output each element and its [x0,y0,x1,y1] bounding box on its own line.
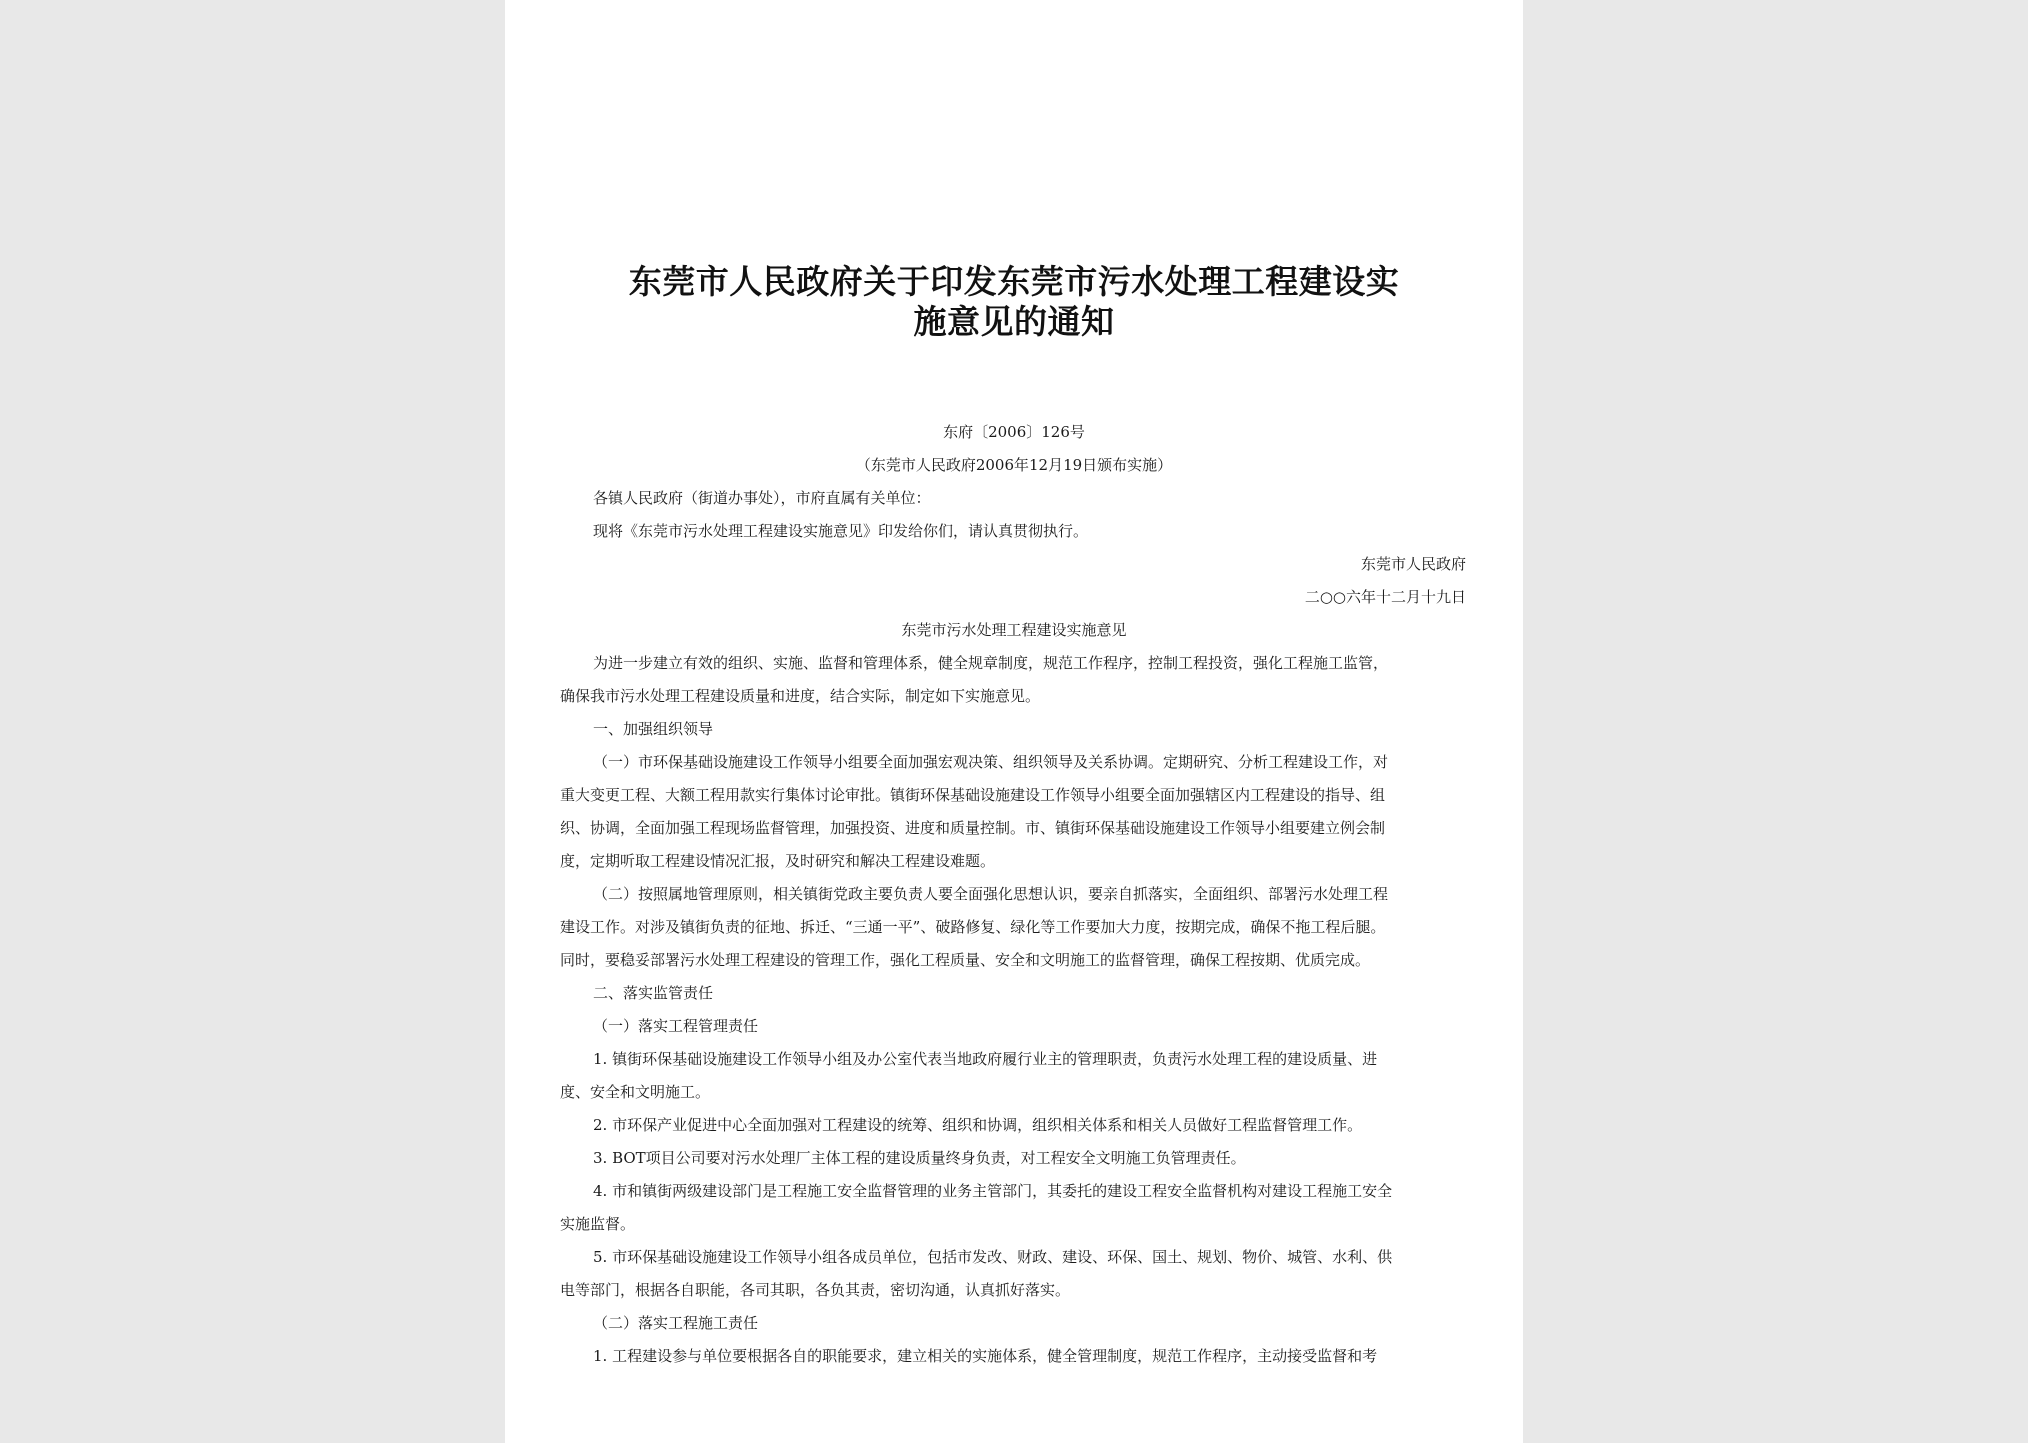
issued-note: （东莞市人民政府2006年12月19日颁布实施） [855,456,1173,474]
body-line: 4. 市和镇街两级建设部门是工程施工安全监督管理的业务主管部门，其委托的建设工程安全监督机构对建设工程施工安全 [593,1182,1393,1200]
body-line: 度、安全和文明施工。 [560,1083,711,1101]
body-line: 建设工作。对涉及镇街负责的征地、拆迁、“三通一平”、破路修复、绿化等工作要加大力度，按期完成，确保不拖工程后腿。 [560,918,1386,936]
sign-date: 二○○六年十二月十九日 [1304,588,1466,606]
body-line: （二）按照属地管理原则，相关镇街党政主要负责人要全面强化思想认识，要亲自抓落实，全面组织、部署污水处理工程 [593,885,1389,903]
subtitle: 东莞市污水处理工程建设实施意见 [901,621,1127,639]
section-heading: 一、加强组织领导 [593,720,714,738]
document-number: 东府〔2006〕126号 [943,423,1085,441]
body-line: （一）市环保基础设施建设工作领导小组要全面加强宏观决策、组织领导及关系协调。定期研究、分析工程建设工作，对 [593,753,1389,771]
title-line-2: 施意见的通知 [913,302,1115,341]
body-line: 1. 工程建设参与单位要根据各自的职能要求，建立相关的实施体系，健全管理制度，规范工作程序，主动接受监督和考 [593,1347,1378,1365]
recipients: 各镇人民政府（街道办事处），市府直属有关单位： [593,489,931,507]
document-page [505,0,1523,1443]
subsection-heading: （二）落实工程施工责任 [593,1314,759,1332]
body-line: 实施监督。 [560,1215,636,1233]
body-line: 重大变更工程、大额工程用款实行集体讨论审批。镇街环保基础设施建设工作领导小组要全面加强辖区内工程建设的指导、组 [560,786,1386,804]
body-line: 确保我市污水处理工程建设质量和进度，结合实际，制定如下实施意见。 [560,687,1041,705]
intro-paragraph: 现将《东莞市污水处理工程建设实施意见》印发给你们，请认真贯彻执行。 [593,522,1089,540]
body-line: 2. 市环保产业促进中心全面加强对工程建设的统筹、组织和协调，组织相关体系和相关人员做好工程监督管理工作。 [593,1116,1363,1134]
body-line: 1. 镇街环保基础设施建设工作领导小组及办公室代表当地政府履行业主的管理职责，负责污水处理工程的建设质量、进 [593,1050,1378,1068]
body-line: 度，定期听取工程建设情况汇报，及时研究和解决工程建设难题。 [560,852,996,870]
body-line: 电等部门，根据各自职能，各司其职，各负其责，密切沟通，认真抓好落实。 [560,1281,1071,1299]
body-line: 3. BOT项目公司要对污水处理厂主体工程的建设质量终身负责，对工程安全文明施工负管理责任。 [593,1149,1246,1167]
body-line: 织、协调，全面加强工程现场监督管理，加强投资、进度和质量控制。市、镇街环保基础设施建设工作领导小组要建立例会制 [560,819,1386,837]
document-title [585,262,1443,342]
title-line-1: 东莞市人民政府关于印发东莞市污水处理工程建设实 [628,262,1400,301]
signer: 东莞市人民政府 [1360,555,1466,573]
subsection-heading: （一）落实工程管理责任 [593,1017,759,1035]
body-line: 为进一步建立有效的组织、实施、监督和管理体系，健全规章制度，规范工作程序，控制工程投资，强化工程施工监管， [593,654,1389,672]
body-line: 5. 市环保基础设施建设工作领导小组各成员单位，包括市发改、财政、建设、环保、国土、规划、物价、城管、水利、供 [593,1248,1393,1266]
body-line: 同时，要稳妥部署污水处理工程建设的管理工作，强化工程质量、安全和文明施工的监督管理，确保工程按期、优质完成。 [560,951,1371,969]
section-heading: 二、落实监管责任 [593,984,714,1002]
